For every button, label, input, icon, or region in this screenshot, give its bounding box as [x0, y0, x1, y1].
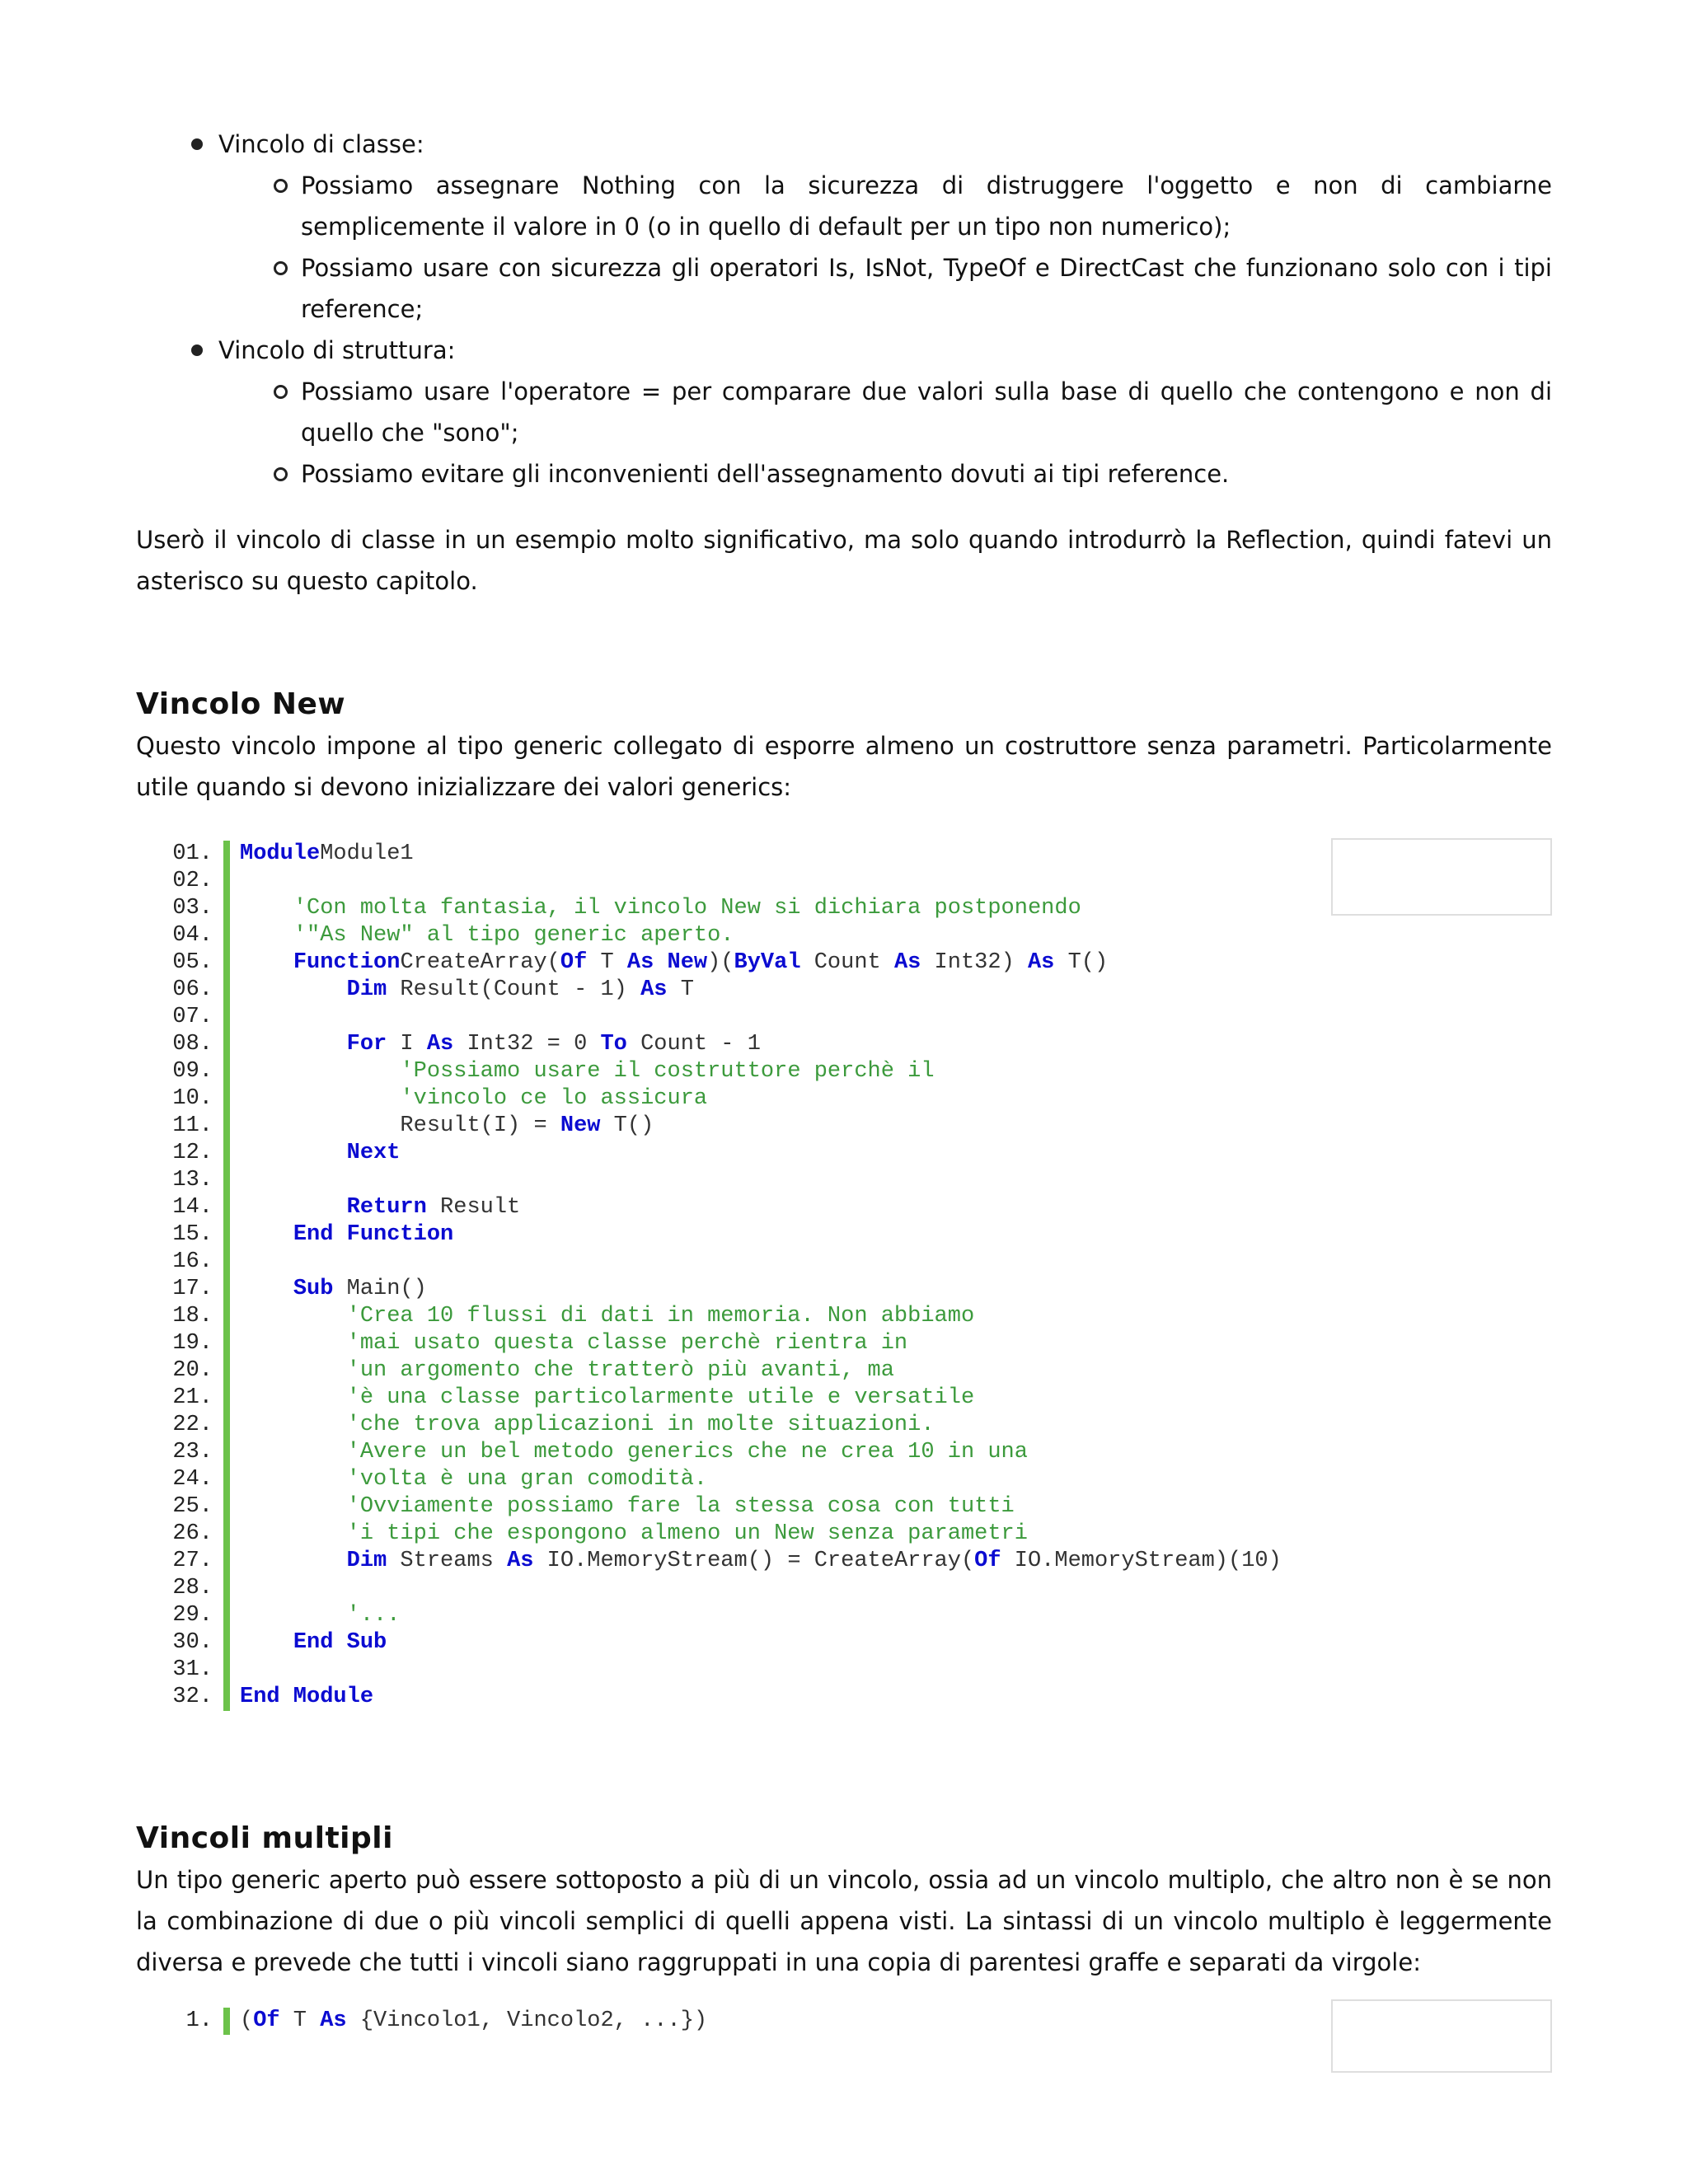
code-gutter-bar — [223, 1357, 230, 1385]
code-keyword: Next — [346, 1141, 401, 1165]
code-text — [230, 949, 1108, 977]
code-keyword: As — [426, 1032, 454, 1057]
code-token: Main() — [333, 1277, 427, 1301]
code-token — [240, 1277, 293, 1301]
code-token: Int32 = 0 — [453, 1032, 601, 1057]
code-text — [230, 1031, 761, 1058]
code-line — [136, 1113, 1552, 1140]
sub-list — [218, 371, 1552, 494]
line-number: 20. — [172, 1358, 213, 1383]
line-number: 17. — [172, 1277, 213, 1301]
code-gutter-bar — [223, 1031, 230, 1058]
code-keyword: Sub — [293, 1277, 334, 1301]
code-token — [240, 1385, 347, 1410]
sub-list — [218, 165, 1552, 330]
code-token — [240, 1440, 347, 1465]
code-keyword: As — [507, 1549, 534, 1573]
line-number: 30. — [172, 1630, 213, 1655]
code-comment: 'volta è una gran comodità. — [346, 1467, 708, 1492]
code-line — [136, 1085, 1552, 1113]
code-text — [230, 922, 734, 949]
code-gutter-bar — [223, 1548, 230, 1575]
line-number: 14. — [172, 1195, 213, 1220]
list-item-struct-constraint — [136, 330, 1552, 494]
code-gutter-bar — [223, 1004, 230, 1031]
sub-list-item — [218, 247, 1552, 330]
line-number: 12. — [172, 1141, 213, 1165]
code-line — [136, 1602, 1552, 1629]
code-comment: '... — [346, 1603, 401, 1628]
code-token — [240, 1603, 347, 1628]
code-toolbar-box — [1331, 1999, 1552, 2073]
code-gutter-bar — [223, 1684, 230, 1711]
code-token: I — [387, 1032, 427, 1057]
code-text — [230, 1140, 400, 1167]
line-number: 07. — [172, 1005, 213, 1029]
code-token — [240, 1494, 347, 1519]
line-number: 01. — [172, 841, 213, 866]
code-keyword: As — [626, 950, 654, 975]
code-line — [136, 1330, 1552, 1357]
code-comment: 'un argomento che tratterò più avanti, ma — [346, 1358, 894, 1383]
code-line — [136, 1385, 1552, 1412]
code-token — [240, 1358, 347, 1383]
code-token — [240, 896, 293, 921]
code-text — [230, 1330, 907, 1357]
section-new-paragraph: Questo vincolo impone al tipo generic collegato di esporre almeno un costruttore senza parametri. Particolarmente utile quando si devono inizializzare dei valori generics: — [136, 732, 1552, 801]
line-number: 18. — [172, 1304, 213, 1329]
code-token: Count — [800, 950, 894, 975]
code-comment: 'vincolo ce lo assicura — [400, 1086, 708, 1111]
line-number: 13. — [172, 1168, 213, 1193]
bullet-circle-icon — [274, 467, 288, 481]
code-token: Result(Count - 1) — [387, 977, 641, 1002]
code-keyword: End Sub — [293, 1630, 387, 1655]
code-keyword: Module — [240, 841, 321, 866]
code-token: T — [667, 977, 694, 1002]
list-item-class-constraint — [136, 124, 1552, 330]
code-token — [240, 1032, 347, 1057]
code-text — [230, 1412, 935, 1439]
constraints-list — [136, 124, 1552, 494]
code-line — [136, 1466, 1552, 1493]
list-item-label: Vincolo di classe: — [218, 130, 424, 158]
code-comment: 'i tipi che espongono almeno un New senza parametri — [346, 1521, 1028, 1546]
section-title-multi: Vincoli multipli — [136, 1821, 393, 1855]
code-keyword: For — [346, 1032, 387, 1057]
code-token: ( — [240, 2008, 254, 2033]
line-number: 1. — [185, 2008, 213, 2033]
reflection-paragraph: Userò il vincolo di classe in un esempio molto significativo, ma solo quando introdurrò la Reflection, quindi fatevi un asterisco su questo capitolo. — [136, 526, 1552, 595]
line-number: 15. — [172, 1222, 213, 1247]
code-token: Module1 — [320, 841, 414, 866]
code-comment: 'Avere un bel metodo generics che ne crea 10 in una — [346, 1440, 1028, 1465]
code-line — [136, 1575, 1552, 1602]
section-multi-paragraph: Un tipo generic aperto può essere sottoposto a più di un vincolo, ossia ad un vincolo multiplo, che altro non è se non la combinazione di due o più vincoli semplici di quelli appena visti. La sintassi di un vincolo multiplo è leggermente diversa e prevede che tutti i vincoli siano raggruppati in una copia di parentesi graffe e separati da virgole: — [136, 1866, 1552, 1976]
code-text — [230, 1575, 240, 1602]
code-text — [230, 1357, 894, 1385]
code-gutter-bar — [223, 949, 230, 977]
code-line — [136, 1657, 1552, 1684]
line-number: 26. — [172, 1521, 213, 1546]
code-gutter-bar — [223, 1466, 230, 1493]
code-gutter-bar — [223, 868, 230, 895]
code-text — [230, 1303, 974, 1330]
code-text — [230, 895, 1081, 922]
code-token — [240, 1521, 347, 1546]
code-gutter-bar — [223, 1167, 230, 1194]
code-gutter-bar — [223, 1276, 230, 1303]
code-line — [136, 1357, 1552, 1385]
line-number: 03. — [172, 896, 213, 921]
code-gutter-bar — [223, 1657, 230, 1684]
section-title-new: Vincolo New — [136, 687, 346, 721]
code-gutter-bar — [223, 1249, 230, 1276]
code-comment: 'che trova applicazioni in molte situazioni. — [346, 1413, 935, 1437]
sub-list-item — [218, 165, 1552, 247]
code-text — [230, 1276, 427, 1303]
code-text — [230, 1085, 707, 1113]
code-text — [230, 1004, 240, 1031]
code-token: Count - 1 — [626, 1032, 761, 1057]
code-token — [654, 950, 667, 975]
code-token — [240, 1059, 400, 1084]
code-token — [240, 1630, 293, 1655]
code-gutter-bar — [223, 1629, 230, 1657]
code-text — [230, 1058, 935, 1085]
code-line — [136, 1276, 1552, 1303]
code-text — [230, 1602, 400, 1629]
line-number: 19. — [172, 1331, 213, 1356]
sub-list-item — [218, 371, 1552, 453]
code-line — [136, 1194, 1552, 1221]
code-comment: 'Ovviamente possiamo fare la stessa cosa con tutti — [346, 1494, 1015, 1519]
code-gutter-bar — [223, 1439, 230, 1466]
code-toolbar-box — [1331, 838, 1552, 916]
line-number: 06. — [172, 977, 213, 1002]
line-number: 11. — [172, 1113, 213, 1138]
code-line — [136, 977, 1552, 1004]
code-token: IO.MemoryStream)(10) — [1001, 1549, 1282, 1573]
code-token — [240, 1467, 347, 1492]
code-keyword: New — [667, 950, 708, 975]
code-comment: 'Possiamo usare il costruttore perchè il — [400, 1059, 935, 1084]
code-gutter-bar — [223, 895, 230, 922]
code-token: CreateArray( — [400, 950, 560, 975]
line-number: 29. — [172, 1603, 213, 1628]
code-token — [240, 1086, 400, 1111]
line-number: 02. — [172, 869, 213, 893]
code-token — [240, 1195, 347, 1220]
code-line — [136, 1439, 1552, 1466]
code-text — [230, 1629, 387, 1657]
code-text — [230, 977, 694, 1004]
document-page — [136, 124, 1552, 2035]
code-text — [230, 1493, 1015, 1521]
code-keyword: New — [560, 1113, 601, 1138]
code-text — [230, 1684, 373, 1711]
code-token: Int32) — [921, 950, 1028, 975]
code-token — [240, 977, 347, 1002]
code-token — [240, 950, 293, 975]
code-gutter-bar — [223, 1412, 230, 1439]
code-line — [136, 1167, 1552, 1194]
code-line — [136, 1493, 1552, 1521]
code-text — [230, 1466, 707, 1493]
code-text — [230, 1521, 1028, 1548]
code-token: Result(I) = — [240, 1113, 560, 1138]
code-token — [240, 1331, 347, 1356]
code-gutter-bar — [223, 1303, 230, 1330]
code-line — [136, 1221, 1552, 1249]
line-number: 27. — [172, 1549, 213, 1573]
code-gutter-bar — [223, 1058, 230, 1085]
code-keyword: As — [893, 950, 921, 975]
code-gutter-bar — [223, 1113, 230, 1140]
code-gutter-bar — [223, 1521, 230, 1548]
code-comment: 'è una classe particolarmente utile e versatile — [346, 1385, 975, 1410]
code-text — [230, 1657, 240, 1684]
line-number: 32. — [172, 1685, 213, 1709]
code-comment: 'mai usato questa classe perchè rientra in — [346, 1331, 908, 1356]
line-number: 08. — [172, 1032, 213, 1057]
code-text — [230, 1113, 654, 1140]
line-number: 22. — [172, 1413, 213, 1437]
code-gutter-bar — [223, 2008, 230, 2035]
code-token: T() — [1054, 950, 1109, 975]
code-keyword: Dim — [346, 977, 387, 1002]
code-text — [230, 1548, 1282, 1575]
sub-list-item-text: Possiamo usare l'operatore = per comparare due valori sulla base di quello che contengono e non di quello che "sono"; — [301, 377, 1552, 447]
code-block-multi — [136, 2008, 1552, 2035]
code-comment: 'Con molta fantasia, il vincolo New si dichiara postponendo — [293, 896, 1081, 921]
line-number: 04. — [172, 923, 213, 948]
code-gutter-bar — [223, 1221, 230, 1249]
sub-list-item-text: Possiamo evitare gli inconvenienti dell'assegnamento dovuti ai tipi reference. — [301, 460, 1230, 488]
code-text — [230, 1439, 1028, 1466]
code-text — [230, 1194, 520, 1221]
code-line — [136, 1684, 1552, 1711]
code-keyword: To — [600, 1032, 627, 1057]
code-text — [230, 1385, 974, 1412]
code-gutter-bar — [223, 1602, 230, 1629]
code-line — [136, 1031, 1552, 1058]
code-token: T — [279, 2008, 321, 2033]
code-token: Streams — [387, 1549, 508, 1573]
bullet-disc-icon — [191, 344, 203, 356]
code-token — [240, 1141, 347, 1165]
code-gutter-bar — [223, 1330, 230, 1357]
bullet-circle-icon — [274, 261, 288, 275]
line-number: 05. — [172, 950, 213, 975]
line-number: 10. — [172, 1086, 213, 1111]
line-number: 25. — [172, 1494, 213, 1519]
code-gutter-bar — [223, 1085, 230, 1113]
code-line — [136, 1004, 1552, 1031]
code-line — [136, 1303, 1552, 1330]
code-keyword: Function — [293, 950, 401, 975]
code-comment: 'Crea 10 flussi di dati in memoria. Non abbiamo — [346, 1304, 975, 1329]
code-keyword: Of — [253, 2008, 280, 2033]
line-number: 28. — [172, 1576, 213, 1601]
code-token: {Vincolo1, Vincolo2, ...}) — [346, 2008, 708, 2033]
code-token: T() — [600, 1113, 654, 1138]
code-gutter-bar — [223, 841, 230, 868]
code-line — [136, 1140, 1552, 1167]
code-line — [136, 949, 1552, 977]
code-comment: '"As New" al tipo generic aperto. — [293, 923, 734, 948]
code-gutter-bar — [223, 1575, 230, 1602]
code-gutter-bar — [223, 1385, 230, 1412]
bullet-circle-icon — [274, 385, 288, 399]
code-gutter-bar — [223, 1140, 230, 1167]
code-token: )( — [707, 950, 734, 975]
line-number: 24. — [172, 1467, 213, 1492]
code-keyword: Of — [974, 1549, 1001, 1573]
code-line — [136, 1249, 1552, 1276]
bullet-circle-icon — [274, 179, 288, 193]
sub-list-item-text: Possiamo assegnare Nothing con la sicurezza di distruggere l'oggetto e non di cambiarne semplicemente il valore in 0 (o in quello di default per un tipo non numerico); — [301, 171, 1552, 241]
code-token — [240, 1304, 347, 1329]
sub-list-item-text: Possiamo usare con sicurezza gli operatori Is, IsNot, TypeOf e DirectCast che funzionano solo con i tipi reference; — [301, 254, 1552, 323]
code-keyword: Of — [560, 950, 588, 975]
code-text — [230, 1249, 240, 1276]
code-token: Result — [426, 1195, 521, 1220]
code-line — [136, 1629, 1552, 1657]
line-number: 31. — [172, 1657, 213, 1682]
list-item-label: Vincolo di struttura: — [218, 336, 456, 364]
code-keyword: Return — [346, 1195, 427, 1220]
code-text — [230, 868, 240, 895]
code-token: T — [587, 950, 627, 975]
code-token — [240, 923, 293, 948]
code-token: IO.MemoryStream() = CreateArray( — [533, 1549, 975, 1573]
code-line — [136, 1058, 1552, 1085]
code-keyword: End Function — [293, 1222, 454, 1247]
code-gutter-bar — [223, 977, 230, 1004]
code-line — [136, 922, 1552, 949]
code-text — [230, 1167, 240, 1194]
code-text — [230, 1221, 453, 1249]
code-text — [230, 2008, 707, 2035]
code-keyword: ByVal — [734, 950, 801, 975]
code-token — [240, 1222, 293, 1247]
code-line — [136, 1521, 1552, 1548]
code-keyword: End Module — [240, 1685, 374, 1709]
code-token — [240, 1549, 347, 1573]
code-line — [136, 1548, 1552, 1575]
code-text — [230, 841, 414, 868]
code-gutter-bar — [223, 1194, 230, 1221]
code-keyword: As — [320, 2008, 347, 2033]
code-line — [136, 1412, 1552, 1439]
code-token — [240, 1413, 347, 1437]
code-gutter-bar — [223, 1493, 230, 1521]
code-gutter-bar — [223, 922, 230, 949]
line-number: 16. — [172, 1249, 213, 1274]
line-number: 09. — [172, 1059, 213, 1084]
bullet-disc-icon — [191, 138, 203, 150]
line-number: 23. — [172, 1440, 213, 1465]
code-keyword: Dim — [346, 1549, 387, 1573]
line-number: 21. — [172, 1385, 213, 1410]
code-keyword: As — [640, 977, 668, 1002]
code-keyword: As — [1027, 950, 1055, 975]
sub-list-item — [218, 453, 1552, 494]
code-block-new — [136, 841, 1552, 1711]
